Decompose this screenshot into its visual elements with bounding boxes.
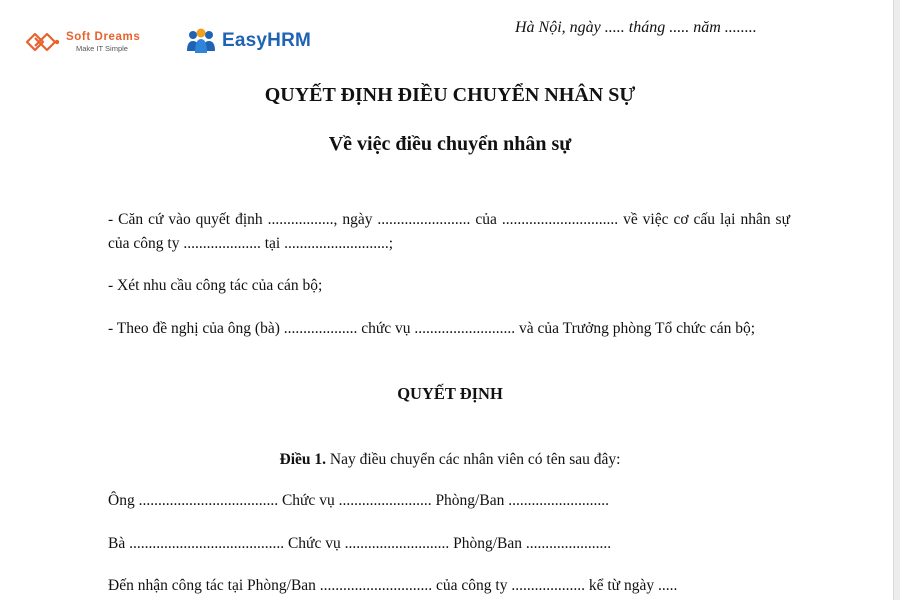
place-date-line: Hà Nội, ngày ..... tháng ..... năm ........ [515, 19, 757, 36]
basis-paragraph-1: - Căn cứ vào quyết định ................., ngày ........................ của .............................. về việc cơ cấu lại nhân sự của công ty .................... tại ...........................; [108, 211, 790, 252]
easyhrm-logo [184, 27, 311, 55]
article-1 [0, 451, 900, 469]
line-ba: Bà ........................................ Chức vụ ........................... Phòng/Ban ...................... [108, 535, 612, 552]
page-edge [893, 0, 900, 600]
decision-heading: QUYẾT ĐỊNH [397, 384, 503, 403]
basis-paragraph-2: - Xét nhu cầu công tác của cán bộ; [108, 277, 323, 294]
softdreams-mark-icon [24, 27, 62, 57]
document-title: QUYẾT ĐỊNH ĐIỀU CHUYỂN NHÂN SỰ [264, 84, 636, 106]
easyhrm-people-icon [184, 27, 218, 55]
softdreams-name: Soft Dreams [66, 30, 141, 43]
article-1-text: Nay điều chuyển các nhân viên có tên sau đây: [326, 451, 621, 468]
softdreams-logo [24, 27, 140, 57]
softdreams-tagline: Make IT Simple [76, 44, 128, 53]
basis-paragraph-3: - Theo đề nghị của ông (bà) ................... chức vụ .......................... và của Trưởng phòng Tổ chức cán bộ; [108, 320, 756, 337]
line-den-nhan: Đến nhận công tác tại Phòng/Ban ............................. của công ty ................... kể từ ngày ..... [108, 577, 678, 594]
easyhrm-name: EasyHRM [222, 30, 312, 51]
document-subtitle: Về việc điều chuyển nhân sự [328, 133, 572, 155]
article-1-label: Điều 1. [279, 451, 327, 468]
line-ong: Ông .................................... Chức vụ ........................ Phòng/Ban .......................... [108, 492, 609, 509]
